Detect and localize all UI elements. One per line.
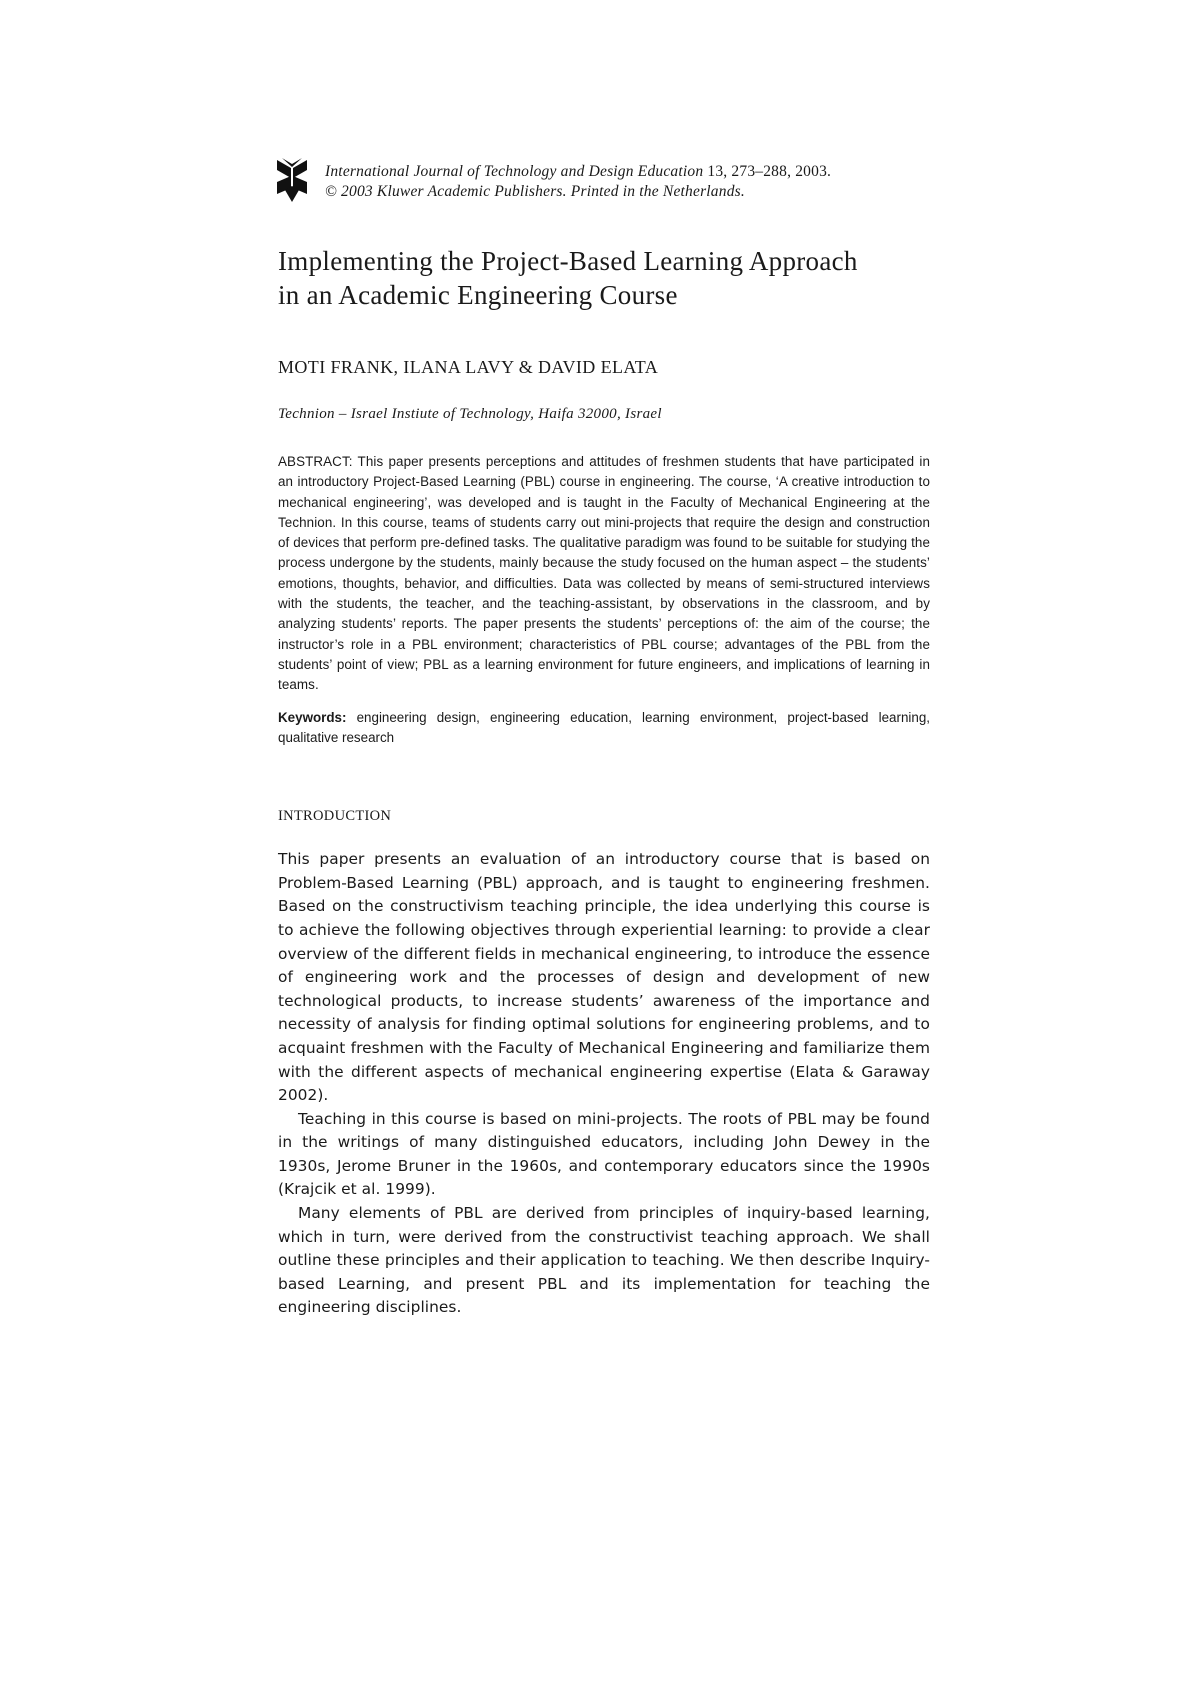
journal-name: International Journal of Technology and Design Education [325, 163, 704, 180]
keywords-text: engineering design, engineering education, learning environment, project-based learning, qualitative research [278, 709, 930, 745]
article-title-line-2: in an Academic Engineering Course [278, 280, 678, 310]
body-paragraph: This paper presents an evaluation of an introductory course that is based on Problem-Based Learning (PBL) approach, and is taught to engineering freshmen. Based on the constructivism teaching principle, the idea underlying this course is to achieve the following objectives through experiential learning: to provide a clear overview of the different fields in mechanical engineering, to introduce the essence of engineering work and the processes of design and development of new technological products, to increase students’ awareness of the importance and necessity of analysis for finding optimal solutions for engineering problems, and to acquaint freshmen with the Faculty of Mechanical Engineering and familiarize them with the different aspects of mechanical engineering expertise (Elata & Garaway 2002). [278, 850, 930, 1105]
body-paragraph: Teaching in this course is based on mini-projects. The roots of PBL may be found in the writings of many distinguished educators, including John Dewey in the 1930s, Jerome Bruner in the 1960s, and contemporary educators since the 1990s (Krajcik et al. 1999). [278, 1109, 930, 1199]
article-title-line-1: Implementing the Project-Based Learning Approach [278, 246, 858, 276]
body-paragraph: Many elements of PBL are derived from principles of inquiry-based learning, which in turn, were derived from the constructivist teaching approach. We shall outline these principles and their application to teaching. We then describe Inquiry-based Learning, and present PBL and its implementation for teaching the engineering disciplines. [278, 1204, 930, 1317]
article-authors: MOTI FRANK, ILANA LAVY & DAVID ELATA [278, 357, 659, 377]
section-heading-introduction: INTRODUCTION [278, 808, 392, 825]
article-page [278, 158, 930, 1320]
journal-copyright: © 2003 Kluwer Academic Publishers. Printed in the Netherlands. [325, 183, 745, 200]
journal-masthead [278, 158, 930, 206]
journal-pages-year: , 273–288, 2003. [723, 163, 832, 180]
journal-citation [325, 162, 831, 202]
publisher-logo-icon [275, 158, 309, 202]
journal-line-1 [325, 162, 831, 182]
abstract: ABSTRACT: This paper presents perceptions and attitudes of freshmen students that have participated in an introductory Project-Based Learning (PBL) course in engineering. The course, ‘A creative introduction to mechanical engineering’, was developed and is taught in the Faculty of Mechanical Engineering at the Technion. In this course, teams of students carry out mini-projects that require the design and construction of devices that perform pre-defined tasks. The qualitative paradigm was found to be suitable for studying the process undergone by the students, mainly because the study focused on the human aspect – the students’ emotions, thoughts, behavior, and difficulties. Data was collected by means of semi-structured interviews with the students, the teacher, and the teaching-assistant, by observations in the classroom, and by analyzing students’ reports. The paper presents the students’ perceptions of: the aim of the course; the instructor’s role in a PBL environment; characteristics of PBL course; advantages of the PBL from the students’ point of view; PBL as a learning environment for future engineers, and implications of learning in teams. [278, 454, 930, 693]
keywords-label: Keywords: [278, 709, 347, 725]
article-title [278, 244, 930, 312]
introduction-body [278, 848, 930, 1320]
journal-volume: 13 [707, 163, 724, 180]
author-affiliation: Technion – Israel Instiute of Technology, Haifa 32000, Israel [278, 406, 662, 422]
keywords [278, 708, 930, 749]
